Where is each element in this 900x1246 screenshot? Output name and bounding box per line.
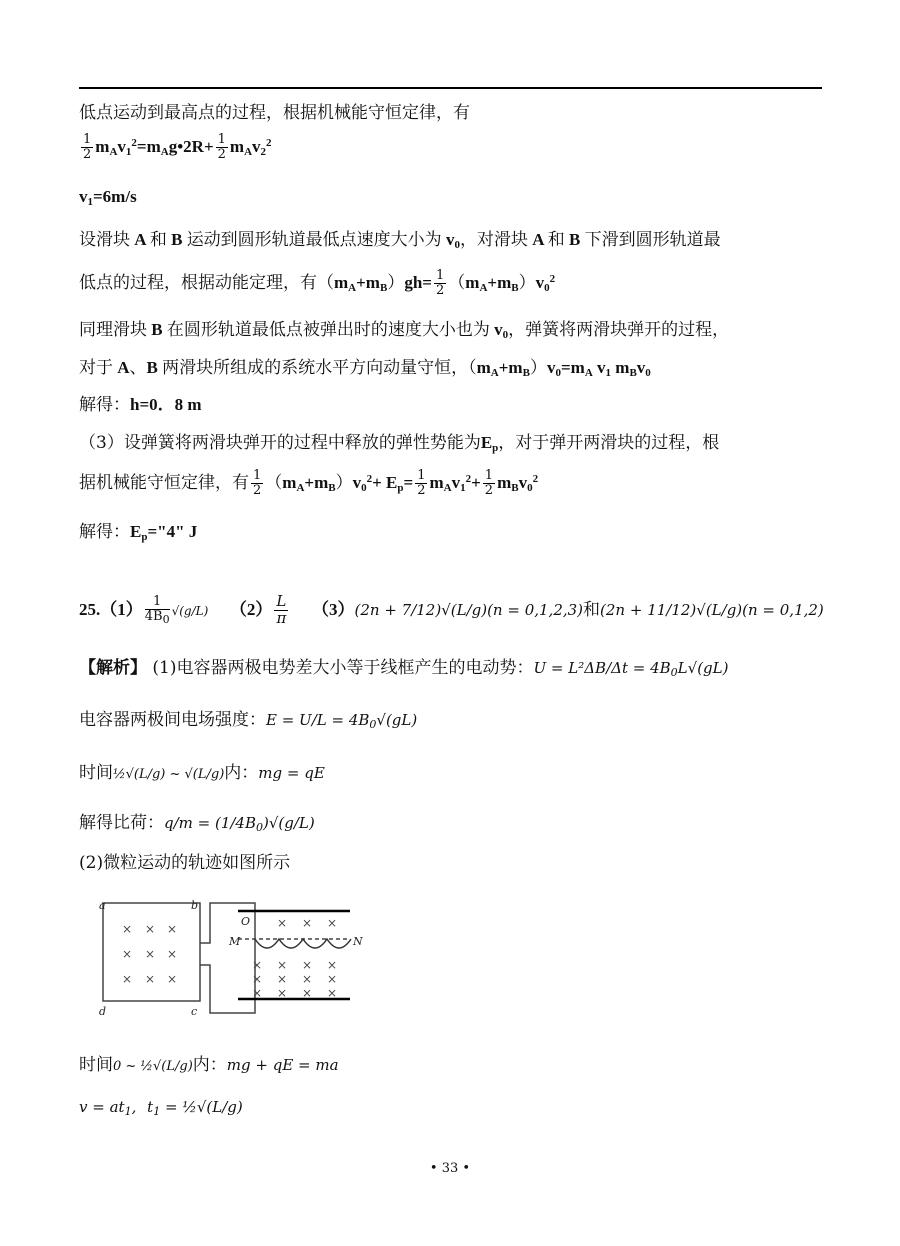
header-rule	[79, 87, 822, 89]
analysis-line-1: 【解析】 (1)电容器两极电势差大小等于线框产生的电动势：$U = L^2\Delta B/\Delta t = 4B_0L√(gL)$	[79, 658, 729, 679]
text-line-10: 据机械能守恒定律，有 $\frac{1}{2}$ $(m_A+m_B)v_0^2+ E_p=$ $\frac{1}{2}$ $m_Av_1^2+$ $\frac{1}{2}$ $m_Bv_0^2$	[79, 468, 539, 498]
svg-text:×: ×	[167, 972, 178, 986]
svg-text:×: ×	[302, 986, 313, 1000]
text-line-9: （3）设弹簧将两滑块弹开的过程中释放的弹性势能为$E_p$，对于弹开两滑块的过程，根	[79, 433, 720, 454]
svg-text:×: ×	[327, 958, 338, 972]
svg-text:×: ×	[145, 922, 156, 936]
svg-text:×: ×	[277, 916, 288, 930]
analysis-line-2: 电容器两极间电场强度：$E = U/L = 4B_0√(gL)$	[79, 710, 418, 731]
trajectory-figure	[95, 895, 365, 1020]
text-line-6: 同理滑块 B 在圆形轨道最低点被弹出时的速度大小也为 $v_0$，弹簧将两滑块弹开的过程，	[79, 320, 730, 341]
svg-text:×: ×	[277, 986, 288, 1000]
svg-text:×: ×	[327, 986, 338, 1000]
label-m: M	[229, 935, 241, 948]
text-line-5: 低点的过程，根据动能定理，有$(m_A+m_B)gh=$ $\frac{1}{2}$ $(m_A+m_B)v_0^2$	[79, 268, 556, 298]
page-number: • 33 •	[429, 1161, 471, 1176]
analysis-line-4: 解得比荷：$q/m = (1/4B_0)√(g/L)$	[79, 813, 315, 834]
svg-text:×: ×	[145, 947, 156, 961]
svg-text:×: ×	[302, 958, 313, 972]
analysis-line-7: $v = at_1$, $t_1$ = ½√(L/g)	[79, 1098, 243, 1118]
energy-equation: $\frac{1}{2}$ $m_Av_1^2=m_Ag•2R+$ $\frac{1}{2}$ $m_Av_2^2$	[83, 132, 272, 162]
solution-h: 解得：h=0．8 m	[79, 395, 202, 415]
svg-text:×: ×	[302, 916, 313, 930]
svg-text:×: ×	[252, 986, 263, 1000]
label-a: a	[99, 899, 106, 912]
label-n: N	[353, 935, 363, 948]
analysis-line-3: 时间½√(L/g) ~ √(L/g)内：mg = qE	[79, 763, 325, 783]
solution-ep: 解得：$E_p="4$" J	[79, 522, 198, 543]
text-line-7: 对于 A、B 两滑块所组成的系统水平方向动量守恒，$(m_A+m_B)v_0=m_A$ $v_1$ $m_Bv_0$	[79, 358, 651, 379]
label-d: d	[99, 1005, 107, 1018]
label-b: b	[191, 899, 199, 912]
svg-text:×: ×	[167, 922, 178, 936]
svg-text:×: ×	[302, 972, 313, 986]
question-25-answers: 25.（1） $\frac{1}{4B_0}$ √(g/L) （2） $\frac{L}{\pi}$ （3）(2n + 7/12)√(L/g)(n = 0,1,2,3)和(2n + 11/12)√(L/g)(n = 0,1,2)	[79, 592, 824, 627]
svg-text:×: ×	[122, 972, 133, 986]
text-line-4: 设滑块 A 和 B 运动到圆形轨道最低点速度大小为 $v_0$，对滑块 A 和 B 下滑到圆形轨道最	[79, 230, 721, 251]
svg-text:×: ×	[122, 947, 133, 961]
svg-text:×: ×	[145, 972, 156, 986]
svg-text:×: ×	[252, 972, 263, 986]
svg-text:×: ×	[122, 922, 133, 936]
svg-text:×: ×	[277, 958, 288, 972]
svg-text:×: ×	[252, 958, 263, 972]
analysis-line-5: (2)微粒运动的轨迹如图所示	[79, 853, 291, 873]
svg-text:×: ×	[327, 916, 338, 930]
label-o: O	[241, 915, 251, 928]
svg-text:×: ×	[167, 947, 178, 961]
analysis-line-6: 时间0 ~ ½√(L/g)内：mg + qE = ma	[79, 1055, 339, 1075]
svg-text:×: ×	[327, 972, 338, 986]
label-c: c	[191, 1005, 198, 1018]
svg-text:×: ×	[277, 972, 288, 986]
v1-result: $v_1=6m/s$	[79, 187, 137, 208]
text-line-1: 低点运动到最高点的过程，根据机械能守恒定律，有	[79, 103, 470, 123]
